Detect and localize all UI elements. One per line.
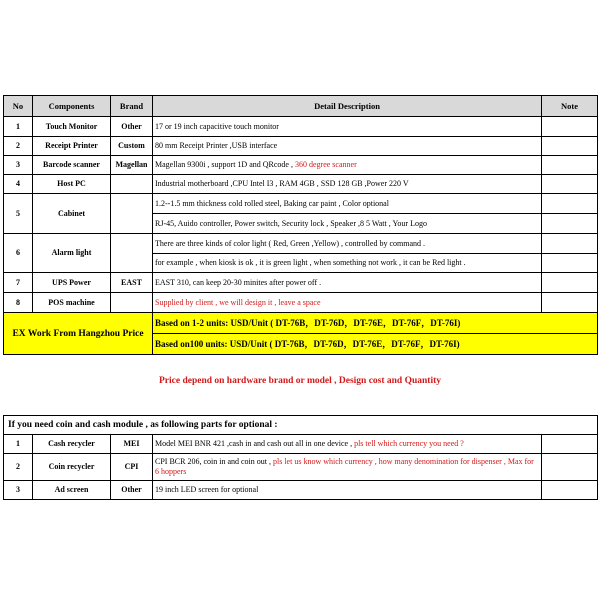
row-note bbox=[542, 481, 598, 500]
row-brand bbox=[111, 234, 153, 273]
row-note bbox=[542, 254, 598, 273]
table-row bbox=[4, 117, 598, 137]
row-note bbox=[542, 117, 598, 137]
table-header-row bbox=[4, 96, 598, 117]
optional-title-row bbox=[4, 416, 598, 435]
row-detail: 17 or 19 inch capacitive touch monitor bbox=[153, 117, 542, 137]
row-brand: Custom bbox=[111, 137, 153, 156]
row-component: Barcode scanner bbox=[33, 156, 111, 175]
row-brand: EAST bbox=[111, 273, 153, 293]
table-row bbox=[4, 194, 598, 214]
row-no: 5 bbox=[4, 194, 33, 234]
row-component: Coin recycler bbox=[33, 454, 111, 481]
row-no: 3 bbox=[4, 481, 33, 500]
row-note bbox=[542, 156, 598, 175]
row-brand: Magellan bbox=[111, 156, 153, 175]
row-component: UPS Power bbox=[33, 273, 111, 293]
row-note bbox=[542, 293, 598, 313]
price-note: Price depend on hardware brand or model , Design cost and Quantity bbox=[158, 376, 442, 386]
row-note bbox=[542, 454, 598, 481]
row-note bbox=[542, 234, 598, 254]
optional-title: If you need coin and cash module , as following parts for optional : bbox=[4, 416, 598, 435]
row-note bbox=[542, 214, 598, 234]
header-components: Components bbox=[33, 96, 111, 117]
row-no: 7 bbox=[4, 273, 33, 293]
row-component: Host PC bbox=[33, 175, 111, 194]
row-note bbox=[542, 194, 598, 214]
row-component: POS machine bbox=[33, 293, 111, 313]
row-component: Alarm light bbox=[33, 234, 111, 273]
table-row bbox=[4, 293, 598, 313]
row-note bbox=[542, 435, 598, 454]
row-detail: Model MEI BNR 421 ,cash in and cash out all in one device , pls tell which currency you need ? bbox=[153, 435, 542, 454]
row-no: 3 bbox=[4, 156, 33, 175]
row-component: Cabinet bbox=[33, 194, 111, 234]
row-no: 2 bbox=[4, 454, 33, 481]
table-row bbox=[4, 454, 598, 481]
row-brand bbox=[111, 293, 153, 313]
row-component: Ad screen bbox=[33, 481, 111, 500]
header-brand: Brand bbox=[111, 96, 153, 117]
row-detail: 1.2--1.5 mm thickness cold rolled steel, Baking car paint , Color optional bbox=[153, 194, 542, 214]
row-brand: Other bbox=[111, 117, 153, 137]
row-detail: RJ-45, Auido controller, Power switch, Security lock , Speaker ,8 5 Watt , Your Logo bbox=[153, 214, 542, 234]
row-brand: Other bbox=[111, 481, 153, 500]
row-component: Receipt Printer bbox=[33, 137, 111, 156]
price-100-units: Based on100 units: USD/Unit ( DT-76B，DT-76D，DT-76E，DT-76F，DT-76I) bbox=[153, 334, 598, 355]
row-component: Cash recycler bbox=[33, 435, 111, 454]
row-brand: MEI bbox=[111, 435, 153, 454]
price-1-2-units: Based on 1-2 units: USD/Unit ( DT-76B，DT-76D，DT-76E，DT-76F，DT-76I) bbox=[153, 313, 598, 334]
row-note bbox=[542, 273, 598, 293]
row-detail: 80 mm Receipt Printer ,USB interface bbox=[153, 137, 542, 156]
row-detail: Supplied by client , we will design it , leave a space bbox=[153, 293, 542, 313]
header-note: Note bbox=[542, 96, 598, 117]
components-table bbox=[3, 95, 598, 355]
ex-work-label: EX Work From Hangzhou Price bbox=[4, 313, 153, 355]
row-detail: There are three kinds of color light ( Red, Green ,Yellow) , controlled by command . bbox=[153, 234, 542, 254]
header-no: No bbox=[4, 96, 33, 117]
row-brand: CPI bbox=[111, 454, 153, 481]
row-no: 1 bbox=[4, 117, 33, 137]
table-row bbox=[4, 175, 598, 194]
row-detail: for example , when kiosk is ok , it is green light , when something not work , it can be Red light . bbox=[153, 254, 542, 273]
table-row bbox=[4, 156, 598, 175]
row-detail: Industrial motherboard ,CPU Intel I3 , RAM 4GB , SSD 128 GB ,Power 220 V bbox=[153, 175, 542, 194]
row-no: 6 bbox=[4, 234, 33, 273]
row-component: Touch Monitor bbox=[33, 117, 111, 137]
row-brand bbox=[111, 175, 153, 194]
row-note bbox=[542, 175, 598, 194]
row-detail: CPI BCR 206, coin in and coin out , pls let us know which currency , how many denomination for dispenser , Max for 6 hoppers bbox=[153, 454, 542, 481]
table-row bbox=[4, 234, 598, 254]
table-row bbox=[4, 435, 598, 454]
table-row bbox=[4, 481, 598, 500]
table-row bbox=[4, 137, 598, 156]
row-brand bbox=[111, 194, 153, 234]
row-no: 4 bbox=[4, 175, 33, 194]
price-row bbox=[4, 313, 598, 334]
row-detail: EAST 310, can keep 20-30 minites after power off . bbox=[153, 273, 542, 293]
row-no: 1 bbox=[4, 435, 33, 454]
row-note bbox=[542, 137, 598, 156]
row-detail: Magellan 9300i , support 1D and QRcode , 360 degree scanner bbox=[153, 156, 542, 175]
header-detail: Detail Description bbox=[153, 96, 542, 117]
row-no: 8 bbox=[4, 293, 33, 313]
optional-parts-table bbox=[3, 415, 598, 500]
table-row bbox=[4, 273, 598, 293]
row-no: 2 bbox=[4, 137, 33, 156]
row-detail: 19 inch LED screen for optional bbox=[153, 481, 542, 500]
